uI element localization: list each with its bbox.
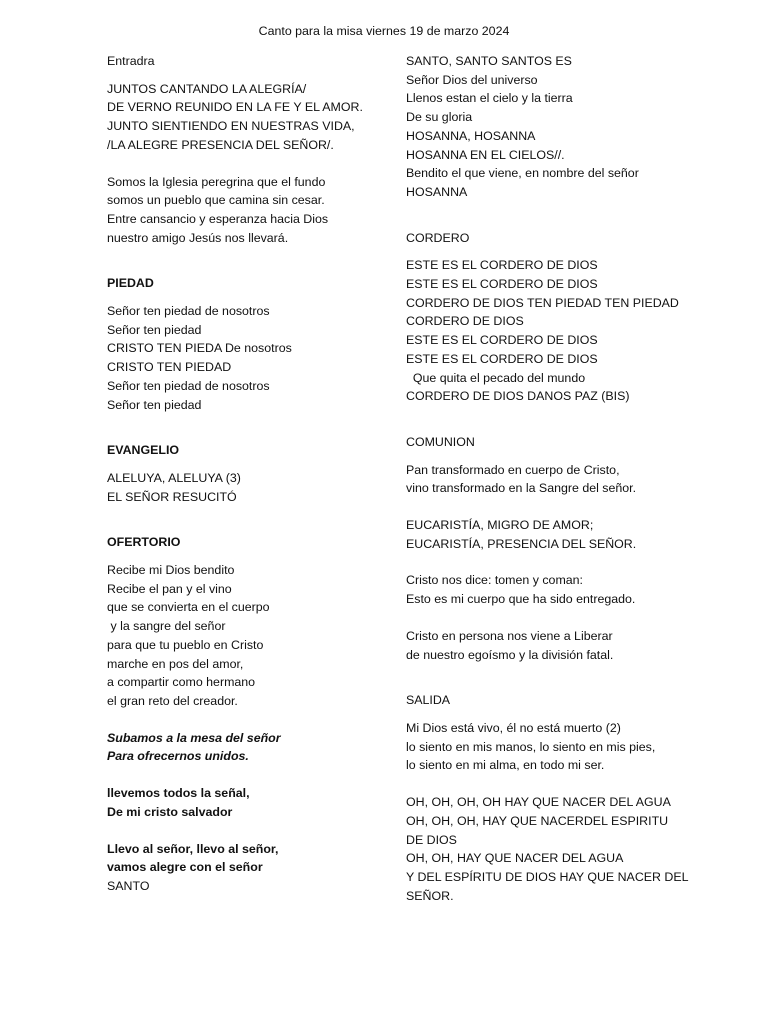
section-heading: COMUNION (406, 434, 475, 449)
lyric-line: /LA ALEGRE PRESENCIA DEL SEÑOR/. (107, 137, 334, 152)
stanza (107, 840, 397, 896)
stanza (107, 80, 397, 155)
lyric-line: EL SEÑOR RESUCITÓ (107, 489, 237, 504)
lyric-line: DE DIOS (406, 832, 457, 847)
song-section-santo (406, 52, 706, 229)
lyric-line: Somos la Iglesia peregrina que el fundo (107, 174, 326, 189)
lyric-line: vino transformado en la Sangre del señor. (406, 481, 637, 496)
lyric-line: CRISTO TEN PIEDA De nosotros (107, 341, 292, 356)
song-section-entradra (107, 52, 397, 274)
stanza (406, 571, 706, 608)
lyric-line: SEÑOR. (406, 888, 454, 903)
left-column (107, 52, 397, 923)
section-gap (406, 220, 706, 229)
lyric-line: a compartir como hermano (107, 675, 256, 690)
stanza (107, 561, 397, 711)
section-heading: OFERTORIO (107, 535, 181, 550)
lyric-line: Mi Dios está vivo, él no está muerto (2) (406, 720, 621, 735)
lyric-line: JUNTO SIENTIENDO EN NUESTRAS VIDA, (107, 119, 355, 134)
lyric-line: Subamos a la mesa del señor (107, 730, 281, 745)
lyric-line: Señor Dios del universo (406, 72, 538, 87)
page-title: Canto para la misa viernes 19 de marzo 2024 (258, 24, 510, 38)
section-heading: SALIDA (406, 693, 451, 708)
stanza (107, 729, 397, 766)
lyric-line: OH, OH, OH, HAY QUE NACERDEL ESPIRITU (406, 813, 669, 828)
lyric-line: HOSANNA (406, 184, 468, 199)
lyric-line: CORDERO DE DIOS DANOS PAZ (BIS) (406, 389, 630, 404)
lyric-line: Señor ten piedad (107, 397, 202, 412)
lyric-line: el gran reto del creador. (107, 693, 238, 708)
lyric-line: ESTE ES EL CORDERO DE DIOS (406, 333, 598, 348)
lyric-line: que se convierta en el cuerpo (107, 600, 270, 615)
stanza (107, 173, 397, 248)
section-gap (107, 265, 397, 274)
lyric-line: HOSANNA, HOSANNA (406, 128, 536, 143)
lyric-line: y la sangre del señor (107, 619, 226, 634)
lyric-line: CORDERO DE DIOS TEN PIEDAD TEN PIEDAD (406, 295, 679, 310)
lyric-line: Que quita el pecado del mundo (406, 370, 586, 385)
lyric-line: marche en pos del amor, (107, 656, 244, 671)
stanza (107, 302, 397, 414)
section-heading: CORDERO (406, 230, 470, 245)
stanza (406, 793, 706, 905)
lyric-line: ALELUYA, ALELUYA (3) (107, 470, 241, 485)
lyric-line: Bendito el que viene, en nombre del señor (406, 166, 639, 181)
lyric-line: CORDERO DE DIOS (406, 314, 524, 329)
section-gap (107, 524, 397, 533)
lyric-line: De su gloria (406, 110, 473, 125)
lyric-line: llevemos todos la señal, (107, 786, 250, 801)
stanza (107, 469, 397, 506)
lyric-line: Pan transformado en cuerpo de Cristo, (406, 462, 620, 477)
lyric-line: Llevo al señor, llevo al señor, (107, 841, 279, 856)
lyric-line: Cristo en persona nos viene a Liberar (406, 628, 613, 643)
lyric-line: EUCARISTÍA, PRESENCIA DEL SEÑOR. (406, 536, 637, 551)
lyric-line: nuestro amigo Jesús nos llevará. (107, 230, 289, 245)
lyric-line: SANTO, SANTO SANTOS ES (406, 54, 572, 68)
lyric-line: lo siento en mi alma, en todo mi ser. (406, 758, 605, 773)
section-heading: EVANGELIO (107, 443, 180, 458)
lyric-line: ESTE ES EL CORDERO DE DIOS (406, 351, 598, 366)
section-gap (107, 914, 397, 923)
section-gap (406, 923, 706, 932)
lyric-line: Señor ten piedad de nosotros (107, 304, 270, 319)
lyric-line: Recibe el pan y el vino (107, 581, 232, 596)
stanza (406, 461, 706, 498)
lyric-line: somos un pueblo que camina sin cesar. (107, 193, 325, 208)
song-section-cordero (406, 229, 706, 433)
section-heading: Entradra (107, 54, 155, 68)
lyric-line: Señor ten piedad de nosotros (107, 378, 270, 393)
song-section-evangelio (107, 441, 397, 533)
lyric-line: Cristo nos dice: tomen y coman: (406, 573, 583, 588)
lyric-line: Esto es mi cuerpo que ha sido entregado. (406, 592, 636, 607)
section-gap (406, 424, 706, 433)
lyric-line: DE VERNO REUNIDO EN LA FE Y EL AMOR. (107, 100, 363, 115)
song-section-comunion (406, 433, 706, 691)
song-section-piedad (107, 274, 397, 441)
lyric-line: CRISTO TEN PIEDAD (107, 360, 232, 375)
section-gap (406, 682, 706, 691)
stanza (406, 627, 706, 664)
lyric-line: Y DEL ESPÍRITU DE DIOS HAY QUE NACER DEL (406, 869, 689, 884)
lyric-line: Recibe mi Dios bendito (107, 563, 235, 578)
section-gap (107, 432, 397, 441)
stanza (107, 784, 397, 821)
stanza (406, 52, 706, 202)
lyric-line: para que tu pueblo en Cristo (107, 637, 264, 652)
lyric-line: HOSANNA EN EL CIELOS//. (406, 147, 565, 162)
stanza (406, 516, 706, 553)
lyric-line: vamos alegre con el señor (107, 860, 263, 875)
song-section-salida (406, 691, 706, 932)
stanza (406, 719, 706, 775)
lyric-line: JUNTOS CANTANDO LA ALEGRÍA/ (107, 81, 307, 96)
lyric-line: EUCARISTÍA, MIGRO DE AMOR; (406, 518, 594, 533)
lyric-line: ESTE ES EL CORDERO DE DIOS (406, 258, 598, 273)
lyric-line: lo siento en mis manos, lo siento en mis pies, (406, 739, 656, 754)
lyric-line: Para ofrecernos unidos. (107, 749, 249, 764)
song-section-ofertorio (107, 533, 397, 922)
lyric-line: De mi cristo salvador (107, 804, 233, 819)
lyric-line: OH, OH, OH, OH HAY QUE NACER DEL AGUA (406, 795, 671, 810)
lyric-line: de nuestro egoísmo y la división fatal. (406, 647, 614, 662)
lyric-line: Entre cansancio y esperanza hacia Dios (107, 211, 329, 226)
stanza (406, 256, 706, 406)
section-heading: PIEDAD (107, 276, 154, 291)
lyric-line: ESTE ES EL CORDERO DE DIOS (406, 277, 598, 292)
right-column (406, 52, 706, 932)
lyric-line: OH, OH, HAY QUE NACER DEL AGUA (406, 851, 624, 866)
lyric-line: Llenos estan el cielo y la tierra (406, 91, 573, 106)
next-section-label: SANTO (107, 878, 150, 893)
lyric-line: Señor ten piedad (107, 322, 202, 337)
